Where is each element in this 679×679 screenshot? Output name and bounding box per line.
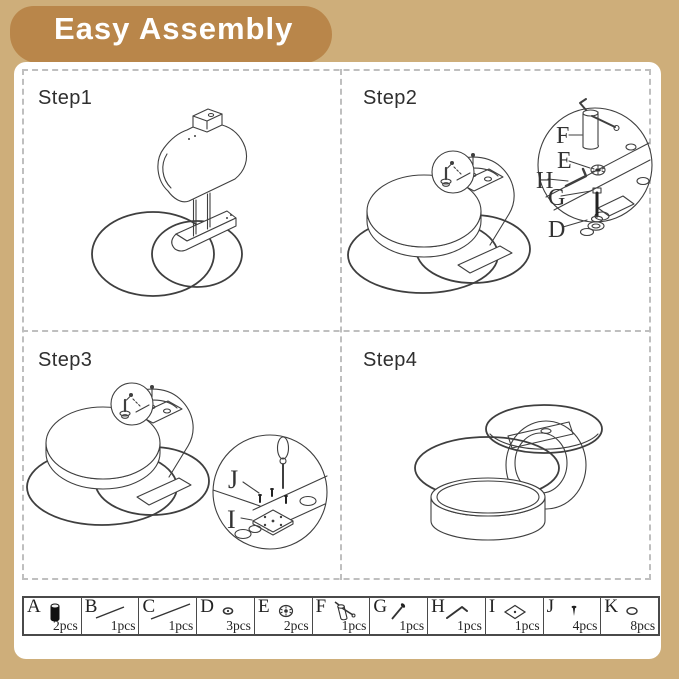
callout-label-i: I (227, 505, 236, 534)
part-cell-d (196, 598, 254, 634)
part-qty: 1pcs (457, 618, 482, 633)
step3-label: Step3 (38, 349, 93, 371)
part-letter: D (200, 596, 214, 617)
part-cell-c (138, 598, 196, 634)
part-cell-f (312, 598, 370, 634)
part-qty: 8pcs (630, 618, 656, 633)
step4-label: Step4 (363, 349, 418, 371)
parts-table (22, 596, 660, 636)
part-cell-k (600, 598, 658, 634)
step1-illustration (22, 69, 340, 330)
part-cell-g (369, 598, 427, 634)
part-letter: C (142, 596, 156, 617)
part-qty: 1pcs (110, 618, 136, 633)
callout-label-g: G (548, 185, 566, 211)
part-qty: 4pcs (572, 618, 598, 633)
step1-section (22, 69, 340, 330)
step3-illustration (22, 330, 340, 580)
callout-label-e: E (557, 148, 572, 174)
part-letter: B (84, 596, 98, 617)
part-cell-i (485, 598, 543, 634)
part-cell-a (24, 598, 81, 634)
part-letter: E (257, 596, 270, 617)
part-qty: 2pcs (283, 618, 309, 633)
part-cell-b (81, 598, 139, 634)
part-qty: 1pcs (341, 618, 367, 633)
step1-label: Step1 (38, 87, 93, 109)
part-letter: A (27, 596, 41, 617)
part-qty: 1pcs (168, 618, 194, 633)
step2-section (340, 69, 651, 330)
part-letter: I (488, 596, 496, 617)
part-letter: J (546, 596, 555, 617)
part-qty: 3pcs (226, 618, 251, 633)
part-qty: 1pcs (399, 618, 425, 633)
part-cell-e (254, 598, 312, 634)
callout-label-d: D (548, 217, 566, 243)
callout-label-j: J (228, 465, 239, 494)
part-qty: 1pcs (514, 618, 540, 633)
part-letter: G (373, 596, 388, 617)
step4-illustration (340, 330, 651, 580)
step4-section (340, 330, 651, 580)
callout-label-h: H (536, 168, 554, 194)
part-letter: H (431, 596, 445, 617)
callout-label-f: F (556, 123, 570, 149)
part-qty: 2pcs (52, 618, 78, 633)
step2-illustration (340, 69, 651, 330)
step3-section (22, 330, 340, 580)
part-letter: K (604, 596, 619, 617)
part-cell-h (427, 598, 485, 634)
page-title: Easy Assembly (54, 11, 294, 46)
step2-label: Step2 (363, 87, 418, 109)
part-cell-j (543, 598, 601, 634)
part-letter: F (315, 596, 327, 617)
